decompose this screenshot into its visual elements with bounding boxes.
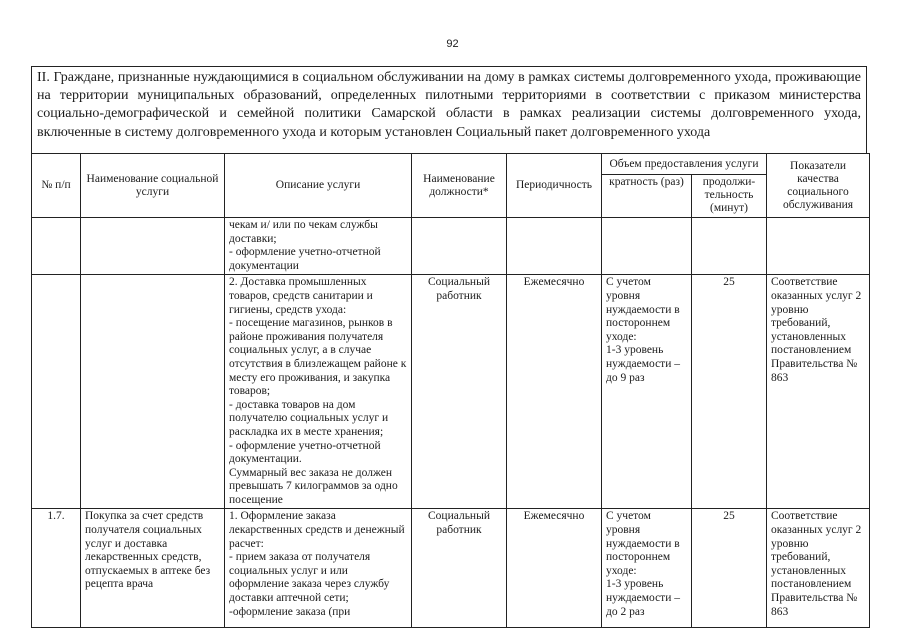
- header-num: № п/п: [32, 154, 81, 218]
- header-quality: Показатели качества социального обслуживания: [767, 154, 870, 218]
- services-table: [31, 153, 870, 628]
- section-title: II. Граждане, признанные нуждающимися в социальном обслуживании на дому в рамках системы долговременного ухода, проживающие на территории муниципальных образований, определенных пилотными территориями в соответствии с приказом министерства социально-демографической и семейной политики Самарской области в рамках реализации системы долговременного ухода, включенные в систему долговременного ухода и которым установлен Социальный пакет долговременного ухода: [31, 66, 867, 154]
- cell-num: [32, 218, 81, 275]
- cell-name: [81, 275, 225, 509]
- cell-periodicity: [507, 218, 602, 275]
- cell-desc: чекам и/ или по чекам службы доставки; - оформление учетно-отчетной документации: [225, 218, 412, 275]
- cell-desc: 1. Оформление заказа лекарственных средств и денежный расчет: - прием заказа от получателя социальных услуг и или оформление заказа через службу доставки аптечной сети; -оформление заказа (при: [225, 509, 412, 628]
- cell-periodicity: Ежемесячно: [507, 509, 602, 628]
- header-frequency: кратность (раз): [602, 175, 692, 218]
- cell-num: 1.7.: [32, 509, 81, 628]
- cell-frequency: [602, 218, 692, 275]
- cell-frequency: С учетом уровня нуждаемости в постороннем уходе: 1-3 уровень нуждаемости – до 2 раз: [602, 509, 692, 628]
- cell-duration: 25: [692, 509, 767, 628]
- cell-duration: 25: [692, 275, 767, 509]
- cell-desc: 2. Доставка промышленных товаров, средств санитарии и гигиены, средств ухода: - посещение магазинов, рынков в районе проживания получателя социальных услуг, а в случае отсутствия в близлежащем районе к месту его проживания, и закупка товаров; - доставка товаров на дом получателю социальных услуг и раскладка их в месте хранения; - оформление учетно-отчетной документации. Суммарный вес заказа не должен превышать 7 килограммов за одно посещение: [225, 275, 412, 509]
- header-position: Наименование должности*: [412, 154, 507, 218]
- page-number: 92: [446, 38, 459, 50]
- cell-duration: [692, 218, 767, 275]
- cell-frequency: С учетом уровня нуждаемости в постороннем уходе: 1-3 уровень нуждаемости – до 9 раз: [602, 275, 692, 509]
- header-name: Наименование социальной услуги: [81, 154, 225, 218]
- header-duration: продолжи-тельность (минут): [692, 175, 767, 218]
- cell-quality: Соответствие оказанных услуг 2 уровню требований, установленных постановлением Правительства № 863: [767, 509, 870, 628]
- table-row: [32, 218, 870, 275]
- cell-position: Социальный работник: [412, 275, 507, 509]
- cell-position: Социальный работник: [412, 509, 507, 628]
- header-desc: Описание услуги: [225, 154, 412, 218]
- cell-name: [81, 218, 225, 275]
- cell-quality: [767, 218, 870, 275]
- cell-num: [32, 275, 81, 509]
- header-volume-group: Объем предоставления услуги: [602, 154, 767, 175]
- cell-position: [412, 218, 507, 275]
- table-row: [32, 509, 870, 628]
- cell-quality: Соответствие оказанных услуг 2 уровню требований, установленных постановлением Правительства № 863: [767, 275, 870, 509]
- cell-periodicity: Ежемесячно: [507, 275, 602, 509]
- table-row: [32, 275, 870, 509]
- cell-name: Покупка за счет средств получателя социальных услуг и доставка лекарственных средств, отпускаемых в аптеке без рецепта врача: [81, 509, 225, 628]
- header-periodicity: Периодичность: [507, 154, 602, 218]
- header-row-1: [32, 154, 870, 175]
